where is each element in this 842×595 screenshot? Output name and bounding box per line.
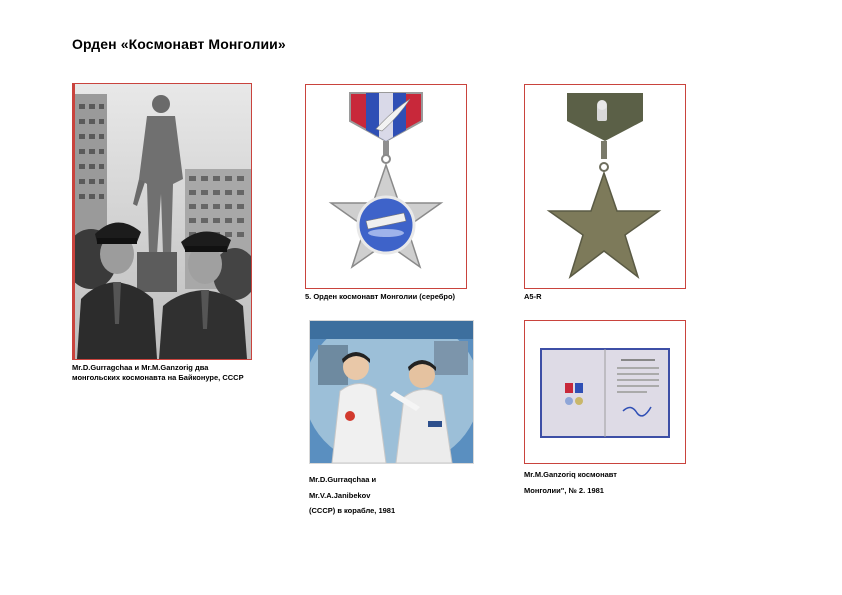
cosmonauts-photo <box>72 83 252 360</box>
caption-line: Mr.M.Ganzoriq космонавт <box>524 470 617 479</box>
caption-line: Mr.V.A.Janibekov <box>309 490 371 500</box>
certificate-caption <box>524 467 617 498</box>
order-front-caption <box>305 292 455 302</box>
cosmonauts-caption <box>72 363 244 382</box>
page-title: Орден «Космонавт Монголии» <box>72 36 286 52</box>
caption-line: 5. Орден космонавт Монголии (серебро) <box>305 292 456 301</box>
caption-line: Mr.D.Gurragchaa и Mr.M.Ganzorig два <box>72 363 209 372</box>
caption-line: Mr.D.Gurraqchaa и <box>309 475 377 484</box>
certificate-photo <box>524 320 686 464</box>
spaceship-caption <box>309 472 395 519</box>
order-back-photo <box>524 84 686 289</box>
order-back-caption <box>524 292 542 302</box>
caption-line: (СССР) в корабле, 1981 <box>309 506 396 515</box>
caption-line: Монголии", № 2. 1981 <box>524 485 604 495</box>
spaceship-photo <box>309 320 474 464</box>
caption-line: монгольских космонавта на Байконуре, СССР <box>72 372 244 382</box>
caption-line: A5-R <box>524 292 542 301</box>
order-front-photo <box>305 84 467 289</box>
